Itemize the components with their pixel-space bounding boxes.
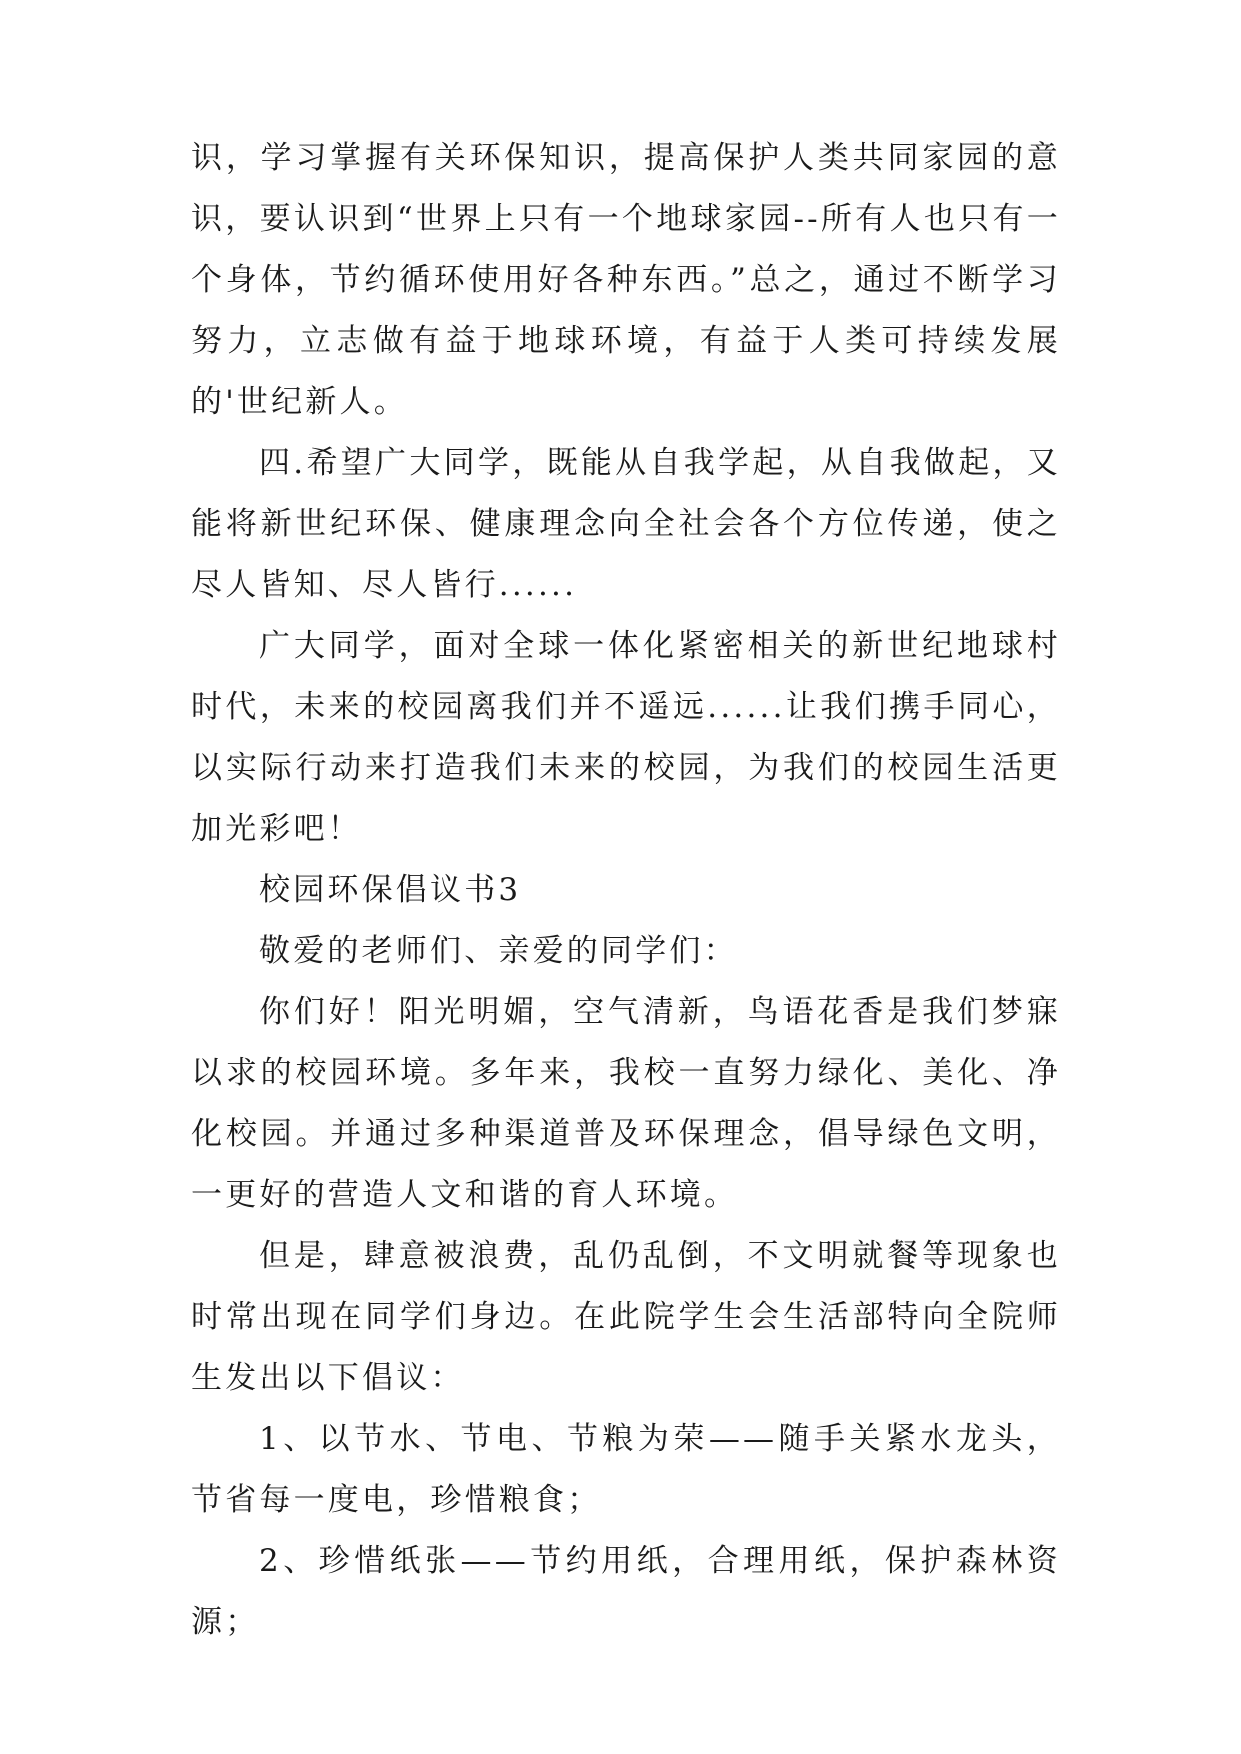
- paragraph-closing: 广大同学，面对全球一体化紧密相关的新世纪地球村时代，未来的校园离我们并不遥远......让我们携手同心，以实际行动来打造我们未来的校园，为我们的校园生活更加光彩吧！: [191, 628, 1061, 847]
- document-body: [191, 128, 1061, 1653]
- paragraph-greeting: 你们好！阳光明媚，空气清新，鸟语花香是我们梦寐以求的校园环境。多年来，我校一直努力绿化、美化、净化校园。并通过多种渠道普及环保理念，倡导绿色文明，一更好的营造人文和谐的育人环境。: [191, 994, 1061, 1213]
- paragraph-problem: 但是，肆意被浪费，乱仍乱倒，不文明就餐等现象也时常出现在同学们身边。在此院学生会生活部特向全院师生发出以下倡议：: [191, 1238, 1061, 1396]
- paragraph-continuation: 识，学习掌握有关环保知识，提高保护人类共同家园的意识，要认识到“世界上只有一个地球家园--所有人也只有一个身体，节约循环使用好各种东西。”总之，通过不断学习努力，立志做有益于地球环境，有益于人类可持续发展的'世纪新人。: [191, 140, 1061, 420]
- proposal-item-1: 1、以节水、节电、节粮为荣——随手关紧水龙头，节省每一度电，珍惜粮食；: [191, 1421, 1061, 1518]
- salutation: 敬爱的老师们、亲爱的同学们：: [259, 933, 738, 969]
- proposal-item-2: 2、珍惜纸张——节约用纸，合理用纸，保护森林资源；: [191, 1543, 1061, 1640]
- section-heading: 校园环保倡议书3: [259, 872, 522, 908]
- paragraph-item-four: 四.希望广大同学，既能从自我学起，从自我做起，又能将新世纪环保、健康理念向全社会各个方位传递，使之尽人皆知、尽人皆行......: [191, 445, 1061, 603]
